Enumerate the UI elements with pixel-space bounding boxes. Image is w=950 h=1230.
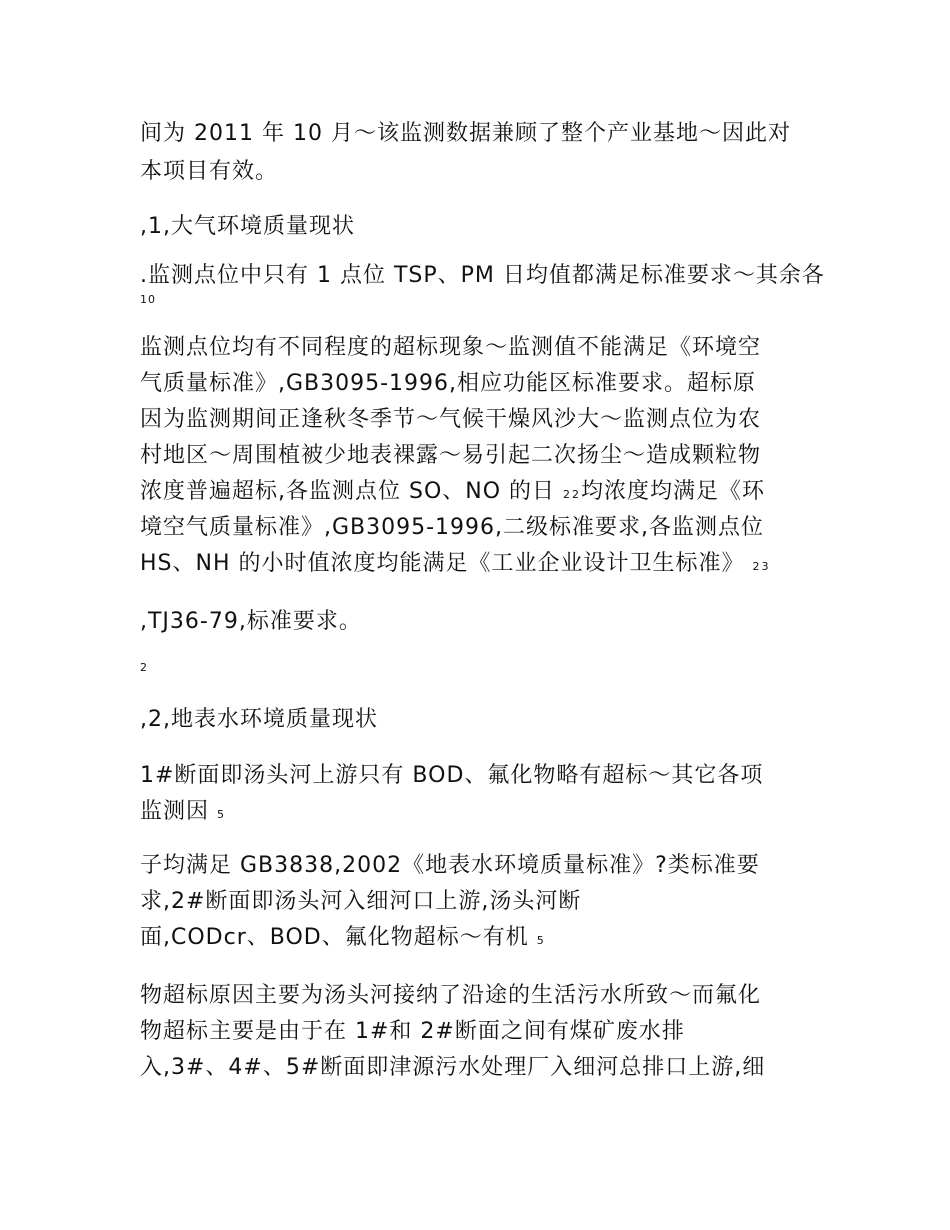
subscript-note: 2 [140,661,148,674]
text-line: 本项目有效。 [140,159,279,184]
text-line: 入,3#、4#、5#断面即津源污水处理厂入细河总排口上游,细 [140,1055,766,1080]
text-line: 物超标主要是由于在 1#和 2#断面之间有煤矿废水排 [140,1019,685,1044]
text-line: .监测点位中只有 1 点位 TSP、PM 日均值都满足标准要求～其余各 [140,263,825,288]
text-line [140,798,226,829]
text-line: 物超标原因主要为汤头河接纳了沿途的生活污水所致～而氟化 [140,983,762,1008]
subscript-note: 23 [752,560,771,573]
section-heading-water: ,2,地表水环境质量现状 [140,707,378,732]
text-line: 求,2#断面即汤头河入细河口上游,汤头河断 [140,889,582,914]
text-fragment: HS、NH 的小时值浓度均能满足《工业企业设计卫生标准》 [140,551,745,576]
text-fragment: 浓度普遍超标,各监测点位 SO、NO 的日 [140,479,556,504]
text-line: 间为 2011 年 10 月～该监测数据兼顾了整个产业基地～因此对 [140,121,791,146]
text-line: 因为监测期间正逢秋冬季节～气候干燥风沙大～监测点位为农 [140,407,762,432]
text-line: 监测点位均有不同程度的超标现象～监测值不能满足《环境空 [140,335,762,360]
subscript-note: 10 [140,293,156,306]
subscript-note: 5 [536,934,546,947]
subscript-note: 5 [217,808,227,821]
text-fragment: 监测因 [140,799,210,824]
text-line: 村地区～周围植被少地表裸露～易引起二次扬尘～造成颗粒物 [140,443,762,468]
text-fragment: 均浓度均满足《环 [581,479,766,504]
text-line: 境空气质量标准》,GB3095-1996,二级标准要求,各监测点位 [140,515,765,540]
text-line: 1#断面即汤头河上游只有 BOD、氟化物略有超标～其它各项 [140,763,764,788]
text-line [140,478,765,509]
text-line: 气质量标准》,GB3095-1996,相应功能区标准要求。超标原 [140,371,757,396]
text-line: ,TJ36-79,标准要求。 [140,609,362,634]
text-line [140,924,546,955]
section-heading-air: ,1,大气环境质量现状 [140,214,355,239]
subscript-note: 22 [563,488,582,501]
text-line [140,550,771,581]
text-fragment: 面,CODcr、BOD、氟化物超标～有机 [140,925,529,950]
text-line: 子均满足 GB3838,2002《地表水环境质量标准》?类标准要 [140,853,760,878]
